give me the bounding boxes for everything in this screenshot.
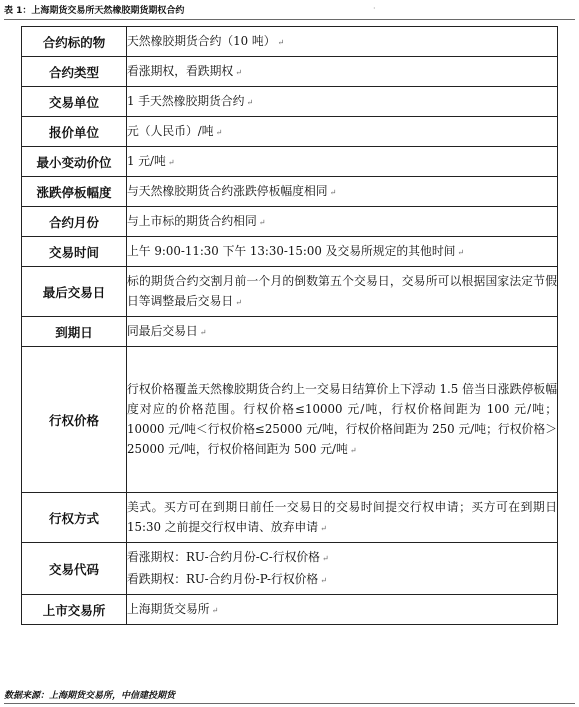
table-row (22, 347, 558, 493)
table-row (22, 317, 558, 347)
paragraph-mark-icon: ↵ (199, 327, 207, 337)
value-text: 行权价格覆盖天然橡胶期货合约上一交易日结算价上下浮动 1.5 倍当日涨跌停板幅度对应的价格范围。行权价格≤10000 元/吨，行权价格间距为 100 元/吨；10000 元/吨＜行权价格≤25000 元/吨，行权价格间距为 250 元/吨；行权价格＞25000 元/吨，行权价格间距为 500 元/吨 (127, 381, 557, 456)
value-line (127, 547, 557, 569)
paragraph-mark-icon: ↵ (349, 445, 357, 455)
row-value (127, 317, 558, 347)
value-line (127, 61, 557, 83)
caption-text: 表 1：上海期货交易所天然橡胶期货期权合约 (4, 6, 185, 16)
value-line (127, 31, 557, 53)
value-line (127, 599, 557, 621)
value-line (127, 211, 557, 233)
value-text: 同最后交易日 (127, 323, 198, 338)
value-line (127, 181, 557, 203)
value-text: 1 手天然橡胶期货合约 (127, 93, 245, 108)
row-label: 合约类型 (22, 57, 127, 87)
table-row (22, 27, 558, 57)
table-row (22, 177, 558, 207)
table-row (22, 267, 558, 317)
source-note: 数据来源：上海期货交易所，中信建投期货 (4, 691, 176, 701)
value-text: 元（人民币）/吨 (127, 123, 214, 138)
paragraph-mark-icon: ↵ (215, 127, 223, 137)
paragraph-mark-icon: ↵ (235, 297, 242, 307)
row-value (127, 543, 558, 595)
table-row (22, 595, 558, 625)
value-text: 1 元/吨 (127, 153, 166, 168)
row-label: 最后交易日 (22, 267, 127, 317)
row-label: 行权价格 (22, 347, 127, 493)
value-text: 上午 9:00-11:30 下午 13:30-15:00 及交易所规定的其他时间 (127, 243, 456, 258)
row-value (127, 347, 558, 493)
row-label: 涨跌停板幅度 (22, 177, 127, 207)
row-label: 合约月份 (22, 207, 127, 237)
table-row (22, 147, 558, 177)
row-label: 交易时间 (22, 237, 127, 267)
row-label: 合约标的物 (22, 27, 127, 57)
paragraph-mark-icon: ↵ (277, 37, 285, 47)
value-text: 看涨期权，看跌期权 (127, 63, 234, 78)
value-line (127, 151, 557, 173)
row-value (127, 237, 558, 267)
row-value (127, 207, 558, 237)
paragraph-mark-icon: ↵ (167, 157, 175, 167)
value-text: 看涨期权：RU-合约月份-C-行权价格 (127, 549, 320, 564)
table-row (22, 57, 558, 87)
paragraph-mark-icon: ↵ (321, 553, 329, 563)
value-line (127, 91, 557, 113)
row-value (127, 595, 558, 625)
paragraph-mark-icon: ↵ (320, 575, 327, 585)
paragraph-mark-icon: ↵ (246, 97, 254, 107)
row-label: 上市交易所 (22, 595, 127, 625)
row-label: 最小变动价位 (22, 147, 127, 177)
row-value (127, 87, 558, 117)
paragraph-mark-icon: ↵ (211, 605, 219, 615)
row-value (127, 267, 558, 317)
value-line (127, 569, 557, 591)
paragraph-mark-icon: ↵ (329, 187, 337, 197)
row-value (127, 147, 558, 177)
value-text: 美式。买方可在到期日前任一交易日的交易时间提交行权申请；买方可在到期日 15:30 之前提交行权申请、放弃申请 (127, 499, 557, 534)
table-row (22, 87, 558, 117)
paragraph-mark-icon: ↵ (235, 67, 242, 77)
table-row (22, 493, 558, 543)
row-label: 到期日 (22, 317, 127, 347)
table-caption (4, 3, 575, 20)
value-line (127, 121, 557, 143)
value-text: 上海期货交易所 (127, 601, 210, 616)
value-text: 与上市标的期货合约相同 (127, 213, 257, 228)
table-row (22, 117, 558, 147)
contract-spec-table (21, 26, 558, 625)
row-value (127, 493, 558, 543)
row-value (127, 27, 558, 57)
table-row (22, 543, 558, 595)
row-value (127, 57, 558, 87)
row-label: 交易代码 (22, 543, 127, 595)
source-divider (4, 703, 575, 704)
value-line (127, 497, 557, 539)
paragraph-mark-icon: ↵ (320, 523, 327, 533)
row-label: 行权方式 (22, 493, 127, 543)
row-label: 交易单位 (22, 87, 127, 117)
value-line (127, 241, 557, 263)
table-row (22, 237, 558, 267)
value-text: 标的期货合约交割月前一个月的倒数第五个交易日，交易所可以根据国家法定节假日等调整最后交易日 (127, 273, 557, 308)
paragraph-mark-icon: ↵ (457, 247, 465, 257)
paragraph-mark-icon: ↵ (258, 217, 266, 227)
value-text: 看跌期权：RU-合约月份-P-行权价格 (127, 571, 319, 586)
row-value (127, 117, 558, 147)
value-line (127, 379, 557, 461)
value-text: 天然橡胶期货合约（10 吨） (127, 33, 276, 48)
row-label: 报价单位 (22, 117, 127, 147)
table-row (22, 207, 558, 237)
value-line (127, 271, 557, 313)
row-value (127, 177, 558, 207)
value-line (127, 321, 557, 343)
value-text: 与天然橡胶期货合约涨跌停板幅度相同 (127, 183, 328, 198)
caption-mark: · (373, 4, 376, 13)
